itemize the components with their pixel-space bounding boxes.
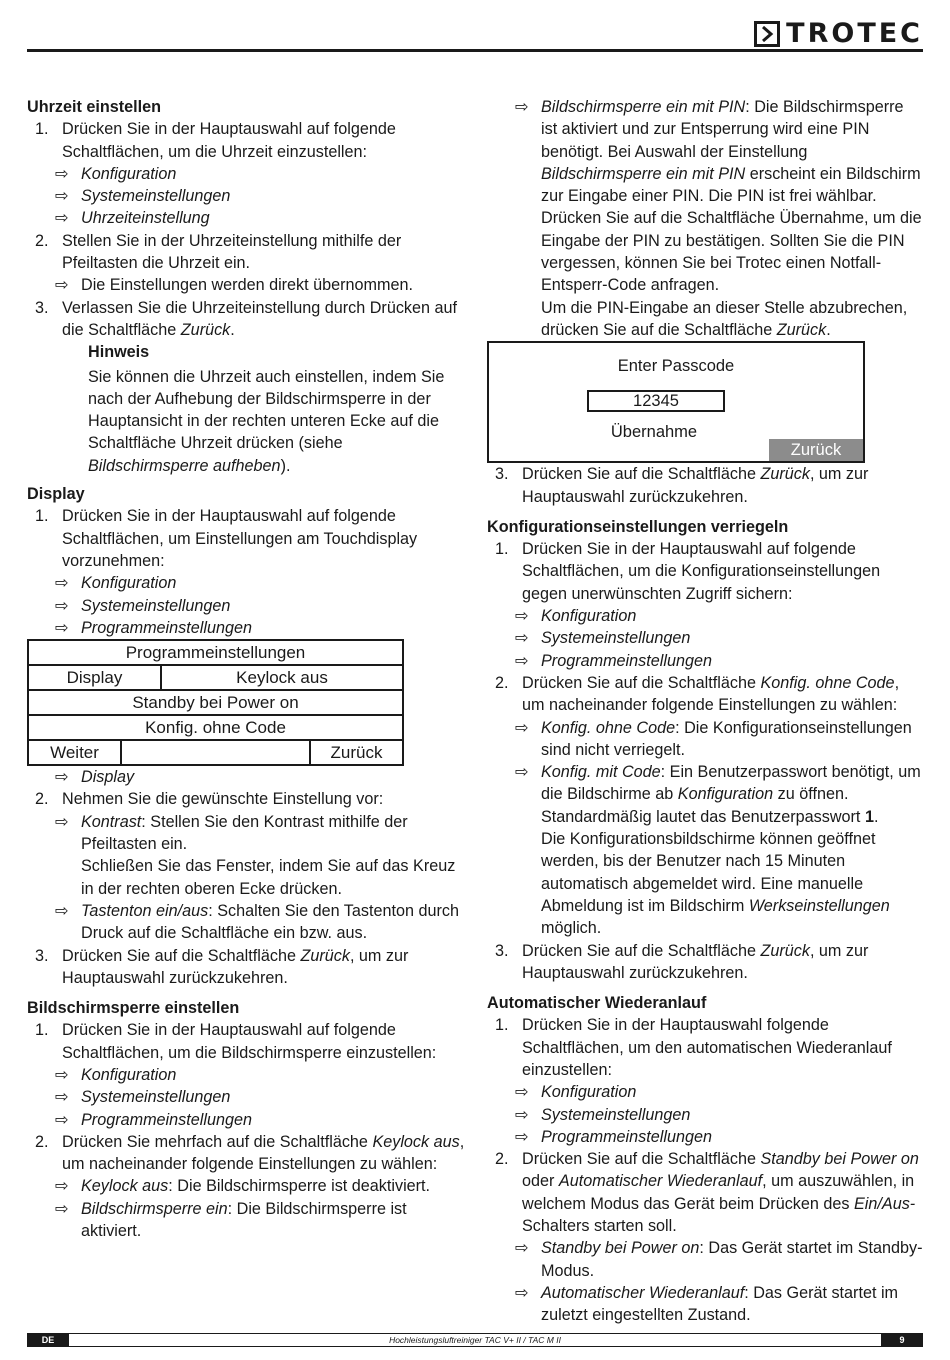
arrow-right-icon: ⇨: [55, 1199, 69, 1218]
sub-item: ⇨ Konfig. mit Code: Ein Benutzerpasswort benötigt, um die Bildschirme ab Konfiguration zu öffnen. Standardmäßig lautet das Benutzerpasswort 1.: [515, 763, 921, 826]
list-item: 2. Drücken Sie auf die Schaltfläche Konfig. ohne Code, um nacheinander folgende Einstellungen zu wählen:: [495, 673, 900, 715]
page-footer: [27, 1333, 923, 1347]
standby-button[interactable]: Standby bei Power on: [132, 693, 299, 713]
sub-item: ⇨ Systemeinstellungen: [27, 595, 467, 617]
sub-item: ⇨ Bildschirmsperre ein mit PIN: Die Bildschirmsperre ist aktiviert und zur Entsperrung wird eine PIN benötigt. Bei Auswahl der Einstellung Bildschirmsperre ein mit PIN erscheint ein Bildschirm zur Eingabe einer PIN. Die PIN ist frei wählbar. Drücken Sie auf die Schaltfläche Übernahme, um die Eingabe der PIN zu bestätigen. Sollten Sie die PIN vergessen, können Sie bei Trotec einen Notfall-Entsperr-Code anfragen.: [515, 98, 922, 295]
sub-item: ⇨ Konfiguration: [27, 572, 467, 594]
arrow-right-icon: ⇨: [515, 1283, 529, 1302]
arrow-right-icon: ⇨: [55, 187, 69, 206]
note-box: [27, 341, 467, 477]
list-item: 1. Drücken Sie in der Hauptauswahl auf folgende Schaltflächen, um die Uhrzeit einzustellen:: [35, 120, 396, 161]
sub-item: ⇨ Keylock aus: Die Bildschirmsperre ist deaktiviert.: [27, 1175, 467, 1197]
passcode-input[interactable]: 12345: [587, 390, 725, 412]
list-item: 1. Drücken Sie in der Hauptauswahl auf folgende Schaltflächen, um die Bildschirmsperre einzustellen:: [35, 1021, 437, 1062]
sub-item: ⇨ Systemeinstellungen: [487, 1104, 923, 1126]
sub-item: ⇨ Systemeinstellungen: [27, 185, 467, 207]
sub-item: ⇨ Programmeinstellungen: [487, 650, 923, 672]
arrow-right-icon: ⇨: [515, 1105, 529, 1124]
footer-title: Hochleistungsluftreiniger TAC V+ II / TAC M II: [389, 1335, 561, 1345]
passcode-title: Enter Passcode: [617, 357, 735, 376]
sub-item: ⇨ Programmeinstellungen: [487, 1126, 923, 1148]
arrow-right-icon: ⇨: [55, 596, 69, 615]
arrow-right-icon: ⇨: [515, 1083, 529, 1102]
page-number: 9: [881, 1333, 923, 1347]
sub-item: ⇨ Display: [27, 766, 467, 788]
arrow-right-icon: ⇨: [55, 1088, 69, 1107]
list-item: 2. Drücken Sie mehrfach auf die Schaltfläche Keylock aus, um nacheinander folgende Einstellungen zu wählen:: [35, 1132, 465, 1174]
arrow-right-icon: ⇨: [515, 1239, 529, 1258]
arrow-right-icon: ⇨: [55, 276, 69, 295]
list-item: 1. Drücken Sie in der Hauptauswahl auf folgende Schaltflächen, um Einstellungen am Touchdisplay vorzunehmen:: [35, 507, 418, 570]
arrow-right-icon: ⇨: [515, 651, 529, 670]
keylock-button[interactable]: Keylock aus: [236, 668, 328, 688]
sub-item: ⇨ Die Einstellungen werden direkt übernommen.: [27, 274, 467, 296]
passcode-back-button[interactable]: Zurück: [769, 439, 863, 461]
sub-item: ⇨ Standby bei Power on: Das Gerät startet im Standby-Modus.: [515, 1239, 923, 1280]
brand-logo: [754, 20, 923, 48]
list-item: 3. Drücken Sie auf die Schaltfläche Zurück, um zur Hauptauswahl zurückzukehren.: [35, 946, 409, 987]
sub-item: ⇨ Konfiguration: [27, 163, 467, 185]
arrow-right-icon: ⇨: [55, 768, 69, 787]
weiter-button[interactable]: Weiter: [29, 741, 122, 764]
sub-item: ⇨ Konfiguration: [27, 1064, 467, 1086]
sub-item: ⇨ Tastenton ein/aus: Schalten Sie den Tastenton durch Druck auf die Schaltfläche ein bzw. aus.: [55, 901, 459, 943]
section-heading-time: Uhrzeit einstellen: [27, 98, 162, 116]
brand-name: TROTEC: [786, 18, 923, 49]
passcode-screen: [487, 341, 865, 463]
section-heading-display: Display: [27, 485, 85, 504]
arrow-right-icon: ⇨: [55, 1177, 69, 1196]
arrow-right-icon: ⇨: [55, 574, 69, 593]
sub-item: ⇨ Uhrzeiteinstellung: [27, 207, 467, 229]
arrow-right-icon: ⇨: [55, 209, 69, 228]
section-heading-screenlock: Bildschirmsperre einstellen: [27, 999, 240, 1018]
header-rule: [27, 49, 923, 52]
sub-item: ⇨ Programmeinstellungen: [27, 1109, 467, 1131]
arrow-right-icon: ⇨: [515, 718, 529, 737]
sub-item: ⇨ Kontrast: Stellen Sie den Kontrast mithilfe der Pfeiltasten ein.: [55, 812, 408, 854]
sub-item-continuation: Schließen Sie das Fenster, indem Sie auf das Kreuz in der rechten oberen Ecke drücken.: [81, 857, 456, 898]
sub-item: ⇨ Konfiguration: [487, 605, 923, 627]
sub-item: ⇨ Konfig. ohne Code: Die Konfigurationseinstellungen sind nicht verriegelt.: [515, 718, 912, 759]
program-settings-screen: [27, 639, 404, 766]
zurueck-button[interactable]: Zurück: [330, 743, 383, 763]
arrow-right-icon: ⇨: [515, 763, 529, 782]
list-item: 3. Drücken Sie auf die Schaltfläche Zurück, um zur Hauptauswahl zurückzukehren.: [495, 465, 869, 506]
section-heading-auto-restart: Automatischer Wiederanlauf: [487, 994, 707, 1013]
language-badge: DE: [27, 1333, 69, 1347]
sub-item: ⇨ Automatischer Wiederanlauf: Das Gerät startet im zuletzt eingestellten Zustand.: [515, 1283, 899, 1325]
empty-cell: [122, 741, 311, 764]
arrow-right-icon: ⇨: [515, 607, 529, 626]
sub-item-continuation: Um die PIN-Eingabe an dieser Stelle abzubrechen, drücken Sie auf die Schaltfläche Zurück.: [541, 298, 908, 339]
arrow-right-icon: ⇨: [515, 98, 529, 116]
sub-item: ⇨ Konfiguration: [487, 1081, 923, 1103]
list-item: 1. Drücken Sie in der Hauptauswahl auf folgende Schaltflächen, um die Konfigurationseinstellungen gegen unerwünschten Zugriff sichern:: [495, 540, 881, 603]
sub-item: ⇨ Systemeinstellungen: [27, 1086, 467, 1108]
list-item: 3. Drücken Sie auf die Schaltfläche Zurück, um zur Hauptauswahl zurückzukehren.: [495, 941, 869, 982]
arrow-right-icon: ⇨: [515, 629, 529, 648]
sub-item: ⇨ Systemeinstellungen: [487, 627, 923, 649]
list-item: 2. Stellen Sie in der Uhrzeiteinstellung mithilfe der Pfeiltasten die Uhrzeit ein.: [35, 231, 402, 273]
list-item: 2. Drücken Sie auf die Schaltfläche Standby bei Power on oder Automatischer Wiederanlauf, um auszuwählen, in welchem Modus das Gerät beim Drücken des Ein/Aus-Schalters starten soll.: [495, 1150, 919, 1236]
konfig-code-button[interactable]: Konfig. ohne Code: [145, 718, 286, 738]
sub-item: ⇨ Bildschirmsperre ein: Die Bildschirmsperre ist aktiviert.: [55, 1199, 407, 1241]
logo-chevron-icon: [754, 21, 780, 47]
section-heading-lock-config: Konfigurationseinstellungen verriegeln: [487, 517, 789, 536]
arrow-right-icon: ⇨: [55, 618, 69, 637]
right-column: [487, 96, 923, 1327]
note-text: Sie können die Uhrzeit auch einstellen, indem Sie nach der Aufhebung der Bildschirmsperre in der Hauptansicht in der rechten unteren Ecke auf die Schaltfläche Uhrzeit drücken (siehe Bildschirmsperre aufheben).: [88, 367, 445, 475]
arrow-right-icon: ⇨: [515, 1127, 529, 1146]
arrow-right-icon: ⇨: [55, 901, 69, 920]
note-heading: Hinweis: [88, 343, 150, 362]
screen-title: Programmeinstellungen: [125, 643, 306, 663]
list-item: 3. Verlassen Sie die Uhrzeiteinstellung durch Drücken auf die Schaltfläche Zurück.: [35, 298, 458, 339]
sub-item-continuation: Die Konfigurationsbildschirme können geöffnet werden, bis der Benutzer nach 15 Minuten automatisch abgemeldet wird. Eine manuelle Abmeldung ist im Bildschirm Werkseinstellungen möglich.: [541, 830, 890, 938]
arrow-right-icon: ⇨: [55, 1110, 69, 1129]
left-column: [27, 96, 467, 1242]
display-button[interactable]: Display: [29, 666, 162, 689]
list-item: 2. Nehmen Sie die gewünschte Einstellung vor:: [35, 790, 384, 809]
sub-item: ⇨ Programmeinstellungen: [27, 617, 467, 639]
list-item: 1. Drücken Sie in der Hauptauswahl folgende Schaltflächen, um den automatischen Wiederanlauf einzustellen:: [495, 1016, 892, 1079]
arrow-right-icon: ⇨: [55, 1065, 69, 1084]
arrow-right-icon: ⇨: [55, 164, 69, 183]
uebernahme-button[interactable]: Übernahme: [610, 423, 698, 442]
arrow-right-icon: ⇨: [55, 812, 69, 831]
